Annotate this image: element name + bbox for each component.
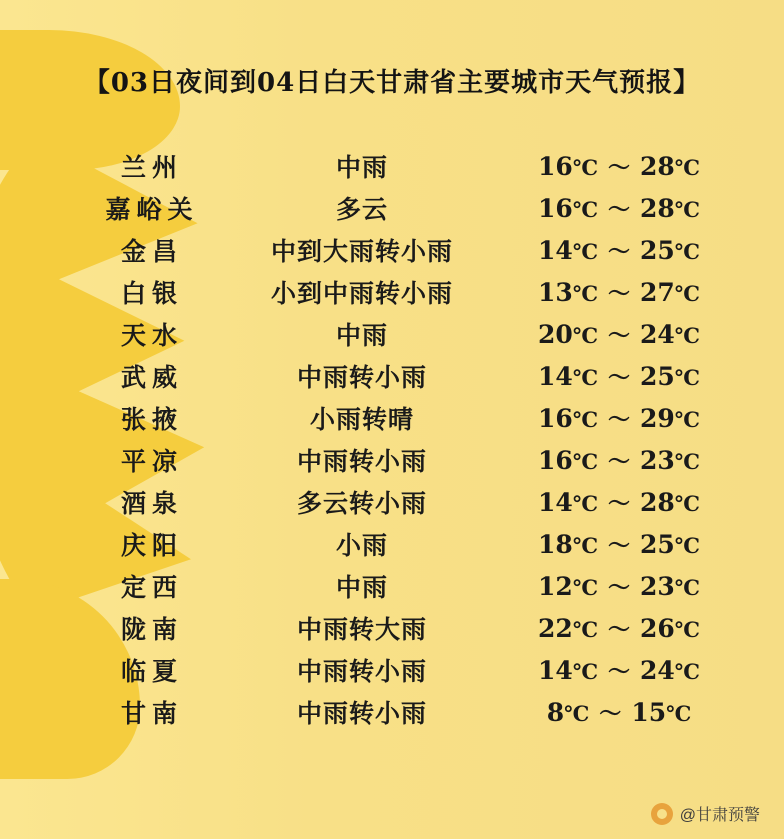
- temperature-range: [494, 277, 744, 308]
- temp-high: 15: [631, 697, 667, 727]
- weibo-account-name: @甘肃预警: [679, 807, 760, 824]
- table-row: [40, 145, 744, 187]
- temperature-range: [494, 655, 744, 686]
- temp-unit-high: ℃: [674, 532, 700, 558]
- temp-high: 25: [640, 361, 675, 391]
- range-separator: ～: [607, 154, 630, 181]
- temp-unit-high: ℃: [674, 364, 700, 390]
- temp-low: 8: [546, 697, 565, 727]
- page-title: 【03日夜间到04日白天甘肃省主要城市天气预报】: [83, 68, 701, 98]
- temp-high: 27: [640, 277, 675, 307]
- weibo-watermark: [651, 802, 760, 825]
- temp-unit-low: ℃: [572, 574, 598, 600]
- city-name: 金昌: [120, 237, 183, 266]
- range-separator: ～: [607, 196, 630, 223]
- range-separator: ～: [607, 238, 630, 265]
- temp-unit-low: ℃: [572, 616, 598, 642]
- range-separator: ～: [607, 574, 630, 601]
- temp-unit-high: ℃: [674, 658, 700, 684]
- weather-condition: 中雨转小雨: [296, 447, 427, 476]
- temperature-range: [494, 235, 744, 266]
- city-name: 陇南: [120, 615, 183, 644]
- range-separator: ～: [607, 364, 630, 391]
- city-name: 天水: [120, 321, 183, 350]
- weather-condition: 多云: [335, 195, 388, 224]
- temp-low: 16: [538, 403, 573, 433]
- weather-condition: 中到大雨转小雨: [270, 237, 453, 266]
- temp-unit-high: ℃: [674, 322, 700, 348]
- temp-unit-high: ℃: [674, 574, 700, 600]
- table-row: [40, 481, 744, 523]
- table-row: [40, 229, 744, 271]
- table-row: [40, 439, 744, 481]
- temp-unit-low: ℃: [572, 280, 598, 306]
- temp-low: 16: [538, 193, 573, 223]
- city-name: 兰州: [120, 153, 183, 182]
- range-separator: ～: [607, 490, 630, 517]
- temperature-range: [494, 571, 744, 602]
- temp-unit-high: ℃: [674, 238, 700, 264]
- temp-unit-high: ℃: [674, 196, 700, 222]
- table-row: [40, 397, 744, 439]
- temperature-range: [494, 445, 744, 476]
- temp-low: 14: [538, 655, 573, 685]
- table-row: [40, 691, 744, 733]
- weather-condition: 中雨: [335, 153, 388, 182]
- weather-condition: 中雨转小雨: [296, 699, 427, 728]
- weather-condition: 小雨: [335, 531, 388, 560]
- range-separator: ～: [607, 532, 630, 559]
- city-name: 定西: [120, 573, 183, 602]
- table-row: [40, 355, 744, 397]
- temp-unit-low: ℃: [572, 658, 598, 684]
- temp-low: 20: [538, 319, 573, 349]
- range-separator: ～: [607, 280, 630, 307]
- temp-unit-low: ℃: [572, 448, 598, 474]
- range-separator: ～: [607, 448, 630, 475]
- weather-condition: 中雨: [335, 321, 388, 350]
- city-name: 甘南: [120, 699, 183, 728]
- table-row: [40, 649, 744, 691]
- city-name: 庆阳: [120, 531, 183, 560]
- temp-unit-low: ℃: [572, 406, 598, 432]
- range-separator: ～: [607, 322, 630, 349]
- city-name: 武威: [120, 363, 183, 392]
- range-separator: ～: [599, 700, 622, 727]
- weather-condition: 中雨转大雨: [296, 615, 427, 644]
- range-separator: ～: [607, 406, 630, 433]
- table-row: [40, 607, 744, 649]
- temp-unit-high: ℃: [674, 406, 700, 432]
- temp-low: 14: [538, 487, 573, 517]
- temp-high: 28: [640, 193, 675, 223]
- weibo-icon: [651, 803, 673, 825]
- temp-unit-high: ℃: [674, 154, 700, 180]
- temp-unit-low: ℃: [572, 490, 598, 516]
- temp-high: 23: [640, 571, 675, 601]
- temp-high: 28: [640, 487, 675, 517]
- temp-low: 16: [538, 445, 573, 475]
- temp-unit-low: ℃: [572, 196, 598, 222]
- table-row: [40, 271, 744, 313]
- temp-high: 28: [640, 151, 675, 181]
- city-name: 临夏: [120, 657, 183, 686]
- temp-unit-low: ℃: [572, 532, 598, 558]
- table-row: [40, 313, 744, 355]
- temperature-range: [494, 487, 744, 518]
- temperature-range: [494, 403, 744, 434]
- temp-high: 24: [640, 319, 675, 349]
- temp-high: 25: [640, 529, 675, 559]
- temp-unit-high: ℃: [674, 616, 700, 642]
- temp-low: 14: [538, 235, 573, 265]
- table-row: [40, 187, 744, 229]
- temp-unit-low: ℃: [572, 154, 598, 180]
- city-name: 酒泉: [120, 489, 183, 518]
- temperature-range: [494, 613, 744, 644]
- temp-unit-low: ℃: [572, 238, 598, 264]
- weather-condition: 中雨转小雨: [296, 363, 427, 392]
- temp-unit-high: ℃: [674, 448, 700, 474]
- temp-unit-high: ℃: [666, 700, 692, 726]
- temp-high: 25: [640, 235, 675, 265]
- city-name: 白银: [120, 279, 183, 308]
- weather-condition: 多云转小雨: [296, 489, 427, 518]
- weather-condition: 中雨: [335, 573, 388, 602]
- table-row: [40, 523, 744, 565]
- temperature-range: [494, 151, 744, 182]
- forecast-table: [0, 145, 784, 733]
- temperature-range: [494, 697, 744, 728]
- temp-low: 18: [538, 529, 573, 559]
- temp-unit-low: ℃: [572, 364, 598, 390]
- temp-unit-high: ℃: [674, 490, 700, 516]
- temp-unit-high: ℃: [674, 280, 700, 306]
- temp-high: 24: [640, 655, 675, 685]
- temp-unit-low: ℃: [572, 322, 598, 348]
- city-name: 张掖: [120, 405, 183, 434]
- temp-high: 23: [640, 445, 675, 475]
- temp-high: 26: [640, 613, 675, 643]
- city-name: 嘉峪关: [105, 195, 199, 224]
- range-separator: ～: [607, 658, 630, 685]
- temperature-range: [494, 361, 744, 392]
- temperature-range: [494, 193, 744, 224]
- city-name: 平凉: [120, 447, 183, 476]
- temp-low: 16: [538, 151, 573, 181]
- temperature-range: [494, 529, 744, 560]
- table-row: [40, 565, 744, 607]
- temp-high: 29: [640, 403, 675, 433]
- weather-condition: 小雨转晴: [309, 405, 414, 434]
- range-separator: ～: [607, 616, 630, 643]
- weather-condition: 小到中雨转小雨: [270, 279, 453, 308]
- temp-low: 13: [538, 277, 573, 307]
- weather-condition: 中雨转小雨: [296, 657, 427, 686]
- temp-low: 22: [538, 613, 573, 643]
- temp-low: 14: [538, 361, 573, 391]
- temperature-range: [494, 319, 744, 350]
- temp-unit-low: ℃: [564, 700, 590, 726]
- temp-low: 12: [538, 571, 573, 601]
